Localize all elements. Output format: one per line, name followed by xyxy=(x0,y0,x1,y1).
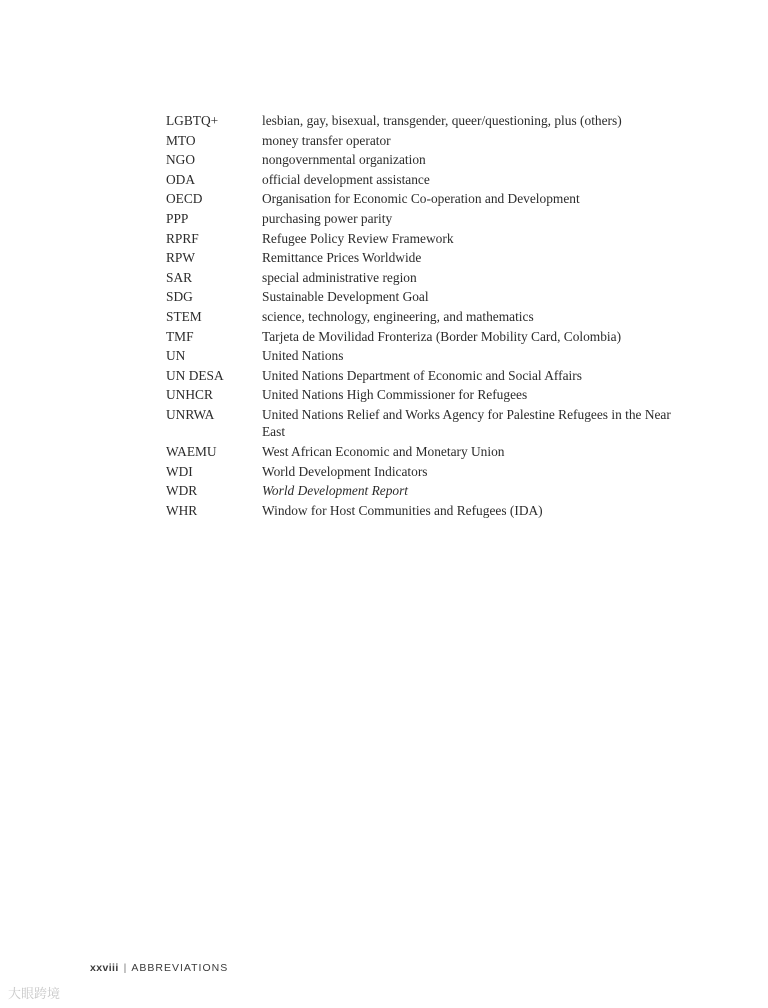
abbreviation-definition: special administrative region xyxy=(262,269,417,285)
abbreviation-term: UN xyxy=(166,348,186,364)
section-title: ABBREVIATIONS xyxy=(131,962,229,974)
abbreviation-definition: purchasing power parity xyxy=(262,210,393,226)
abbreviation-term: WDI xyxy=(166,463,193,479)
abbreviation-term: SDG xyxy=(166,289,193,305)
abbreviation-row xyxy=(166,481,686,501)
abbreviation-row xyxy=(166,248,686,268)
abbreviation-row xyxy=(166,209,686,229)
abbreviation-term: UNHCR xyxy=(166,387,213,403)
abbreviation-term: MTO xyxy=(166,132,196,148)
abbreviation-row xyxy=(166,229,686,249)
abbreviation-row xyxy=(166,501,686,521)
abbreviation-row xyxy=(166,442,686,462)
abbreviation-definition: official development assistance xyxy=(262,171,430,187)
abbreviation-list xyxy=(166,111,686,520)
abbreviation-term: TMF xyxy=(166,328,194,344)
abbreviation-term: PPP xyxy=(166,210,189,226)
abbreviation-term: UN DESA xyxy=(166,367,224,383)
abbreviation-definition: United Nations Relief and Works Agency for Palestine Refugees in the Near East xyxy=(262,406,671,440)
abbreviation-row xyxy=(166,385,686,405)
abbreviation-term: ODA xyxy=(166,171,196,187)
abbreviation-definition: money transfer operator xyxy=(262,132,391,148)
abbreviation-term: WHR xyxy=(166,502,198,518)
abbreviation-row xyxy=(166,405,686,442)
abbreviation-definition: Window for Host Communities and Refugees (IDA) xyxy=(262,502,543,518)
footer-separator: | xyxy=(123,962,127,974)
abbreviation-definition: World Development Report xyxy=(262,483,409,499)
abbreviation-definition: United Nations High Commissioner for Refugees xyxy=(262,387,528,403)
abbreviation-definition: United Nations xyxy=(262,348,344,364)
abbreviation-term: LGBTQ+ xyxy=(166,113,219,128)
abbreviation-row xyxy=(166,111,686,131)
abbreviation-term: OECD xyxy=(166,191,203,207)
abbreviation-definition: Sustainable Development Goal xyxy=(262,289,429,305)
watermark xyxy=(8,983,60,1002)
abbreviation-row xyxy=(166,327,686,347)
page-number: xxviii xyxy=(90,962,119,974)
abbreviation-row xyxy=(166,366,686,386)
abbreviation-definition: science, technology, engineering, and mathematics xyxy=(262,308,534,324)
abbreviation-row xyxy=(166,189,686,209)
abbreviation-term: WDR xyxy=(166,483,198,499)
abbreviation-definition: lesbian, gay, bisexual, transgender, queer/questioning, plus (others) xyxy=(262,113,622,128)
abbreviation-term: NGO xyxy=(166,152,196,168)
abbreviation-term: STEM xyxy=(166,308,202,324)
abbreviation-term: WAEMU xyxy=(166,444,217,459)
abbreviation-row xyxy=(166,150,686,170)
watermark-text: 大眼跨境 xyxy=(8,987,61,1002)
abbreviation-definition: Tarjeta de Movilidad Fronteriza (Border Mobility Card, Colombia) xyxy=(262,328,622,344)
abbreviation-definition: United Nations Department of Economic and Social Affairs xyxy=(262,367,582,383)
abbreviation-row xyxy=(166,462,686,482)
abbreviation-definition: nongovernmental organization xyxy=(262,152,426,168)
abbreviation-row xyxy=(166,287,686,307)
abbreviation-definition: World Development Indicators xyxy=(262,463,428,479)
abbreviation-definition: West African Economic and Monetary Union xyxy=(262,444,505,459)
abbreviation-row xyxy=(166,307,686,327)
abbreviation-definition: Refugee Policy Review Framework xyxy=(262,230,454,246)
abbreviation-term: UNRWA xyxy=(166,406,215,422)
abbreviation-term: RPW xyxy=(166,250,196,266)
abbreviation-row xyxy=(166,131,686,151)
abbreviation-definition: Remittance Prices Worldwide xyxy=(262,250,422,266)
abbreviation-definition: Organisation for Economic Co-operation and Development xyxy=(262,191,580,207)
abbreviation-row xyxy=(166,346,686,366)
abbreviation-row xyxy=(166,268,686,288)
abbreviation-term: SAR xyxy=(166,269,193,285)
abbreviation-row xyxy=(166,170,686,190)
abbreviation-term: RPRF xyxy=(166,230,199,246)
page-footer xyxy=(90,962,228,974)
